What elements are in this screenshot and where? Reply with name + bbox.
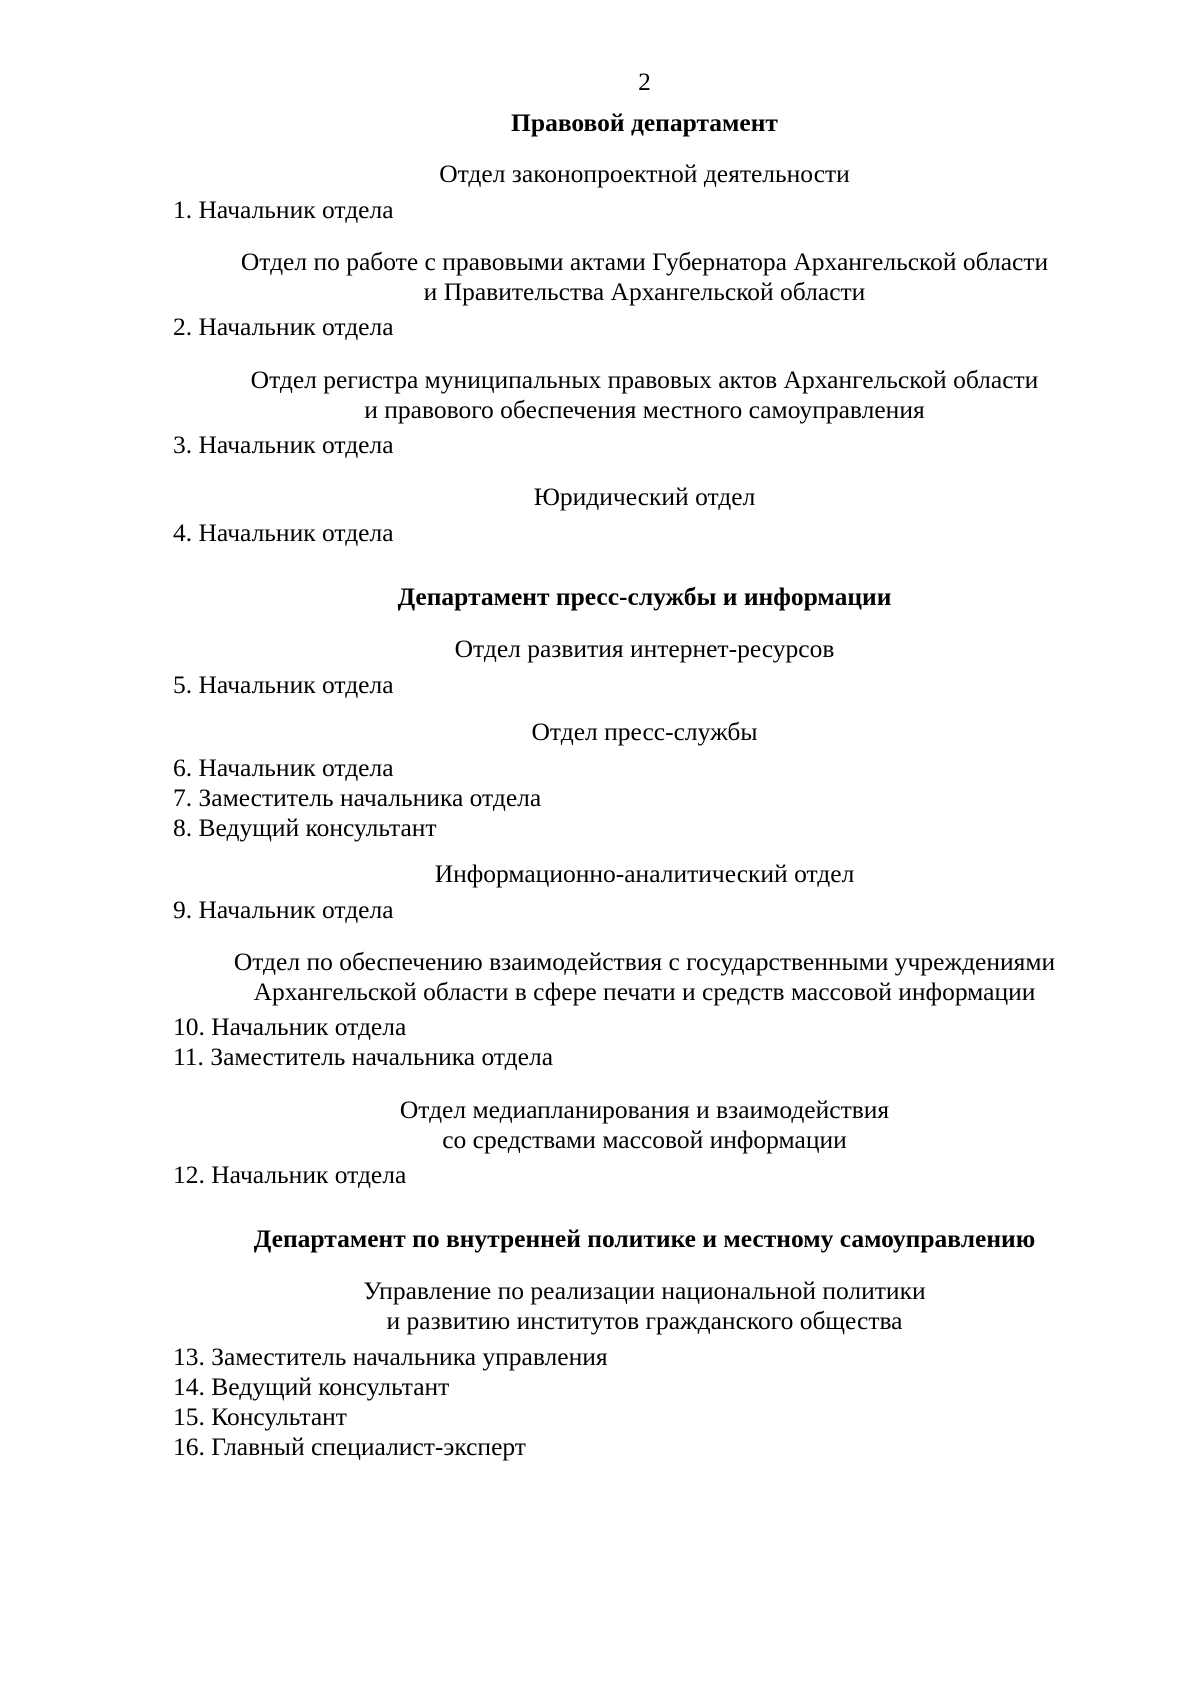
list-item: [173, 1041, 553, 1073]
item-text: Начальник отдела: [198, 430, 394, 459]
item-number: 14.: [173, 1372, 205, 1401]
list-item: [173, 1341, 608, 1373]
unit-name-line: со средствами массовой информации: [442, 1125, 847, 1154]
unit-name-line: и Правительства Архангельской области: [423, 277, 866, 306]
unit-name-line: Отдел по обеспечению взаимодействия с государственными учреждениями: [233, 947, 1056, 976]
list-item: [173, 1371, 449, 1403]
unit-name-line: Отдел медиапланирования и взаимодействия: [399, 1095, 890, 1124]
department-heading: Департамент по внутренней политике и местному самоуправлению: [253, 1224, 1036, 1253]
list-item: [173, 429, 394, 461]
unit-name-line: Управление по реализации национальной политики: [363, 1276, 926, 1305]
item-text: Начальник отдела: [211, 1160, 407, 1189]
unit-name-line: Отдел регистра муниципальных правовых актов Архангельской области: [250, 365, 1039, 394]
item-text: Начальник отдела: [198, 895, 394, 924]
department-heading: Правовой департамент: [511, 108, 778, 137]
item-number: 3.: [173, 430, 193, 459]
item-text: Главный специалист-эксперт: [211, 1432, 526, 1461]
item-number: 4.: [173, 518, 193, 547]
item-number: 10.: [173, 1012, 205, 1041]
item-number: 7.: [173, 783, 193, 812]
item-number: 11.: [173, 1042, 204, 1071]
list-item: [173, 669, 394, 701]
unit-name-line: Отдел развития интернет-ресурсов: [454, 634, 835, 663]
item-text: Ведущий консультант: [198, 813, 437, 842]
list-item: [173, 1431, 526, 1463]
department-heading: Департамент пресс-службы и информации: [397, 582, 892, 611]
unit-name-line: Отдел пресс-службы: [531, 717, 758, 746]
item-number: 8.: [173, 813, 193, 842]
item-number: 1.: [173, 195, 193, 224]
item-number: 2.: [173, 312, 193, 341]
page-number: 2: [638, 67, 651, 96]
item-text: Начальник отдела: [198, 670, 394, 699]
list-item: [173, 752, 394, 784]
item-number: 12.: [173, 1160, 205, 1189]
item-text: Начальник отдела: [211, 1012, 407, 1041]
item-number: 16.: [173, 1432, 205, 1461]
list-item: [173, 517, 394, 549]
item-text: Начальник отдела: [198, 518, 394, 547]
item-number: 13.: [173, 1342, 205, 1371]
list-item: [173, 894, 394, 926]
unit-name-line: и развитию институтов гражданского общества: [386, 1306, 903, 1335]
unit-name-line: Отдел законопроектной деятельности: [439, 159, 850, 188]
list-item: [173, 194, 394, 226]
item-text: Заместитель начальника управления: [211, 1342, 608, 1371]
item-number: 6.: [173, 753, 193, 782]
item-text: Начальник отдела: [198, 195, 394, 224]
list-item: [173, 1401, 347, 1433]
list-item: [173, 311, 394, 343]
unit-name-line: Юридический отдел: [533, 482, 756, 511]
item-number: 15.: [173, 1402, 205, 1431]
unit-name-line: Архангельской области в сфере печати и средств массовой информации: [253, 977, 1036, 1006]
unit-name-line: и правового обеспечения местного самоуправления: [364, 395, 925, 424]
item-text: Консультант: [211, 1402, 347, 1431]
list-item: [173, 1011, 406, 1043]
unit-name-line: Информационно-аналитический отдел: [434, 859, 855, 888]
item-text: Заместитель начальника отдела: [198, 783, 542, 812]
item-number: 9.: [173, 895, 193, 924]
unit-name-line: Отдел по работе с правовыми актами Губернатора Архангельской области: [240, 247, 1049, 276]
item-text: Начальник отдела: [198, 753, 394, 782]
item-text: Ведущий консультант: [211, 1372, 450, 1401]
item-number: 5.: [173, 670, 193, 699]
list-item: [173, 782, 541, 814]
item-text: Начальник отдела: [198, 312, 394, 341]
item-text: Заместитель начальника отдела: [210, 1042, 554, 1071]
list-item: [173, 1159, 406, 1191]
list-item: [173, 812, 437, 844]
